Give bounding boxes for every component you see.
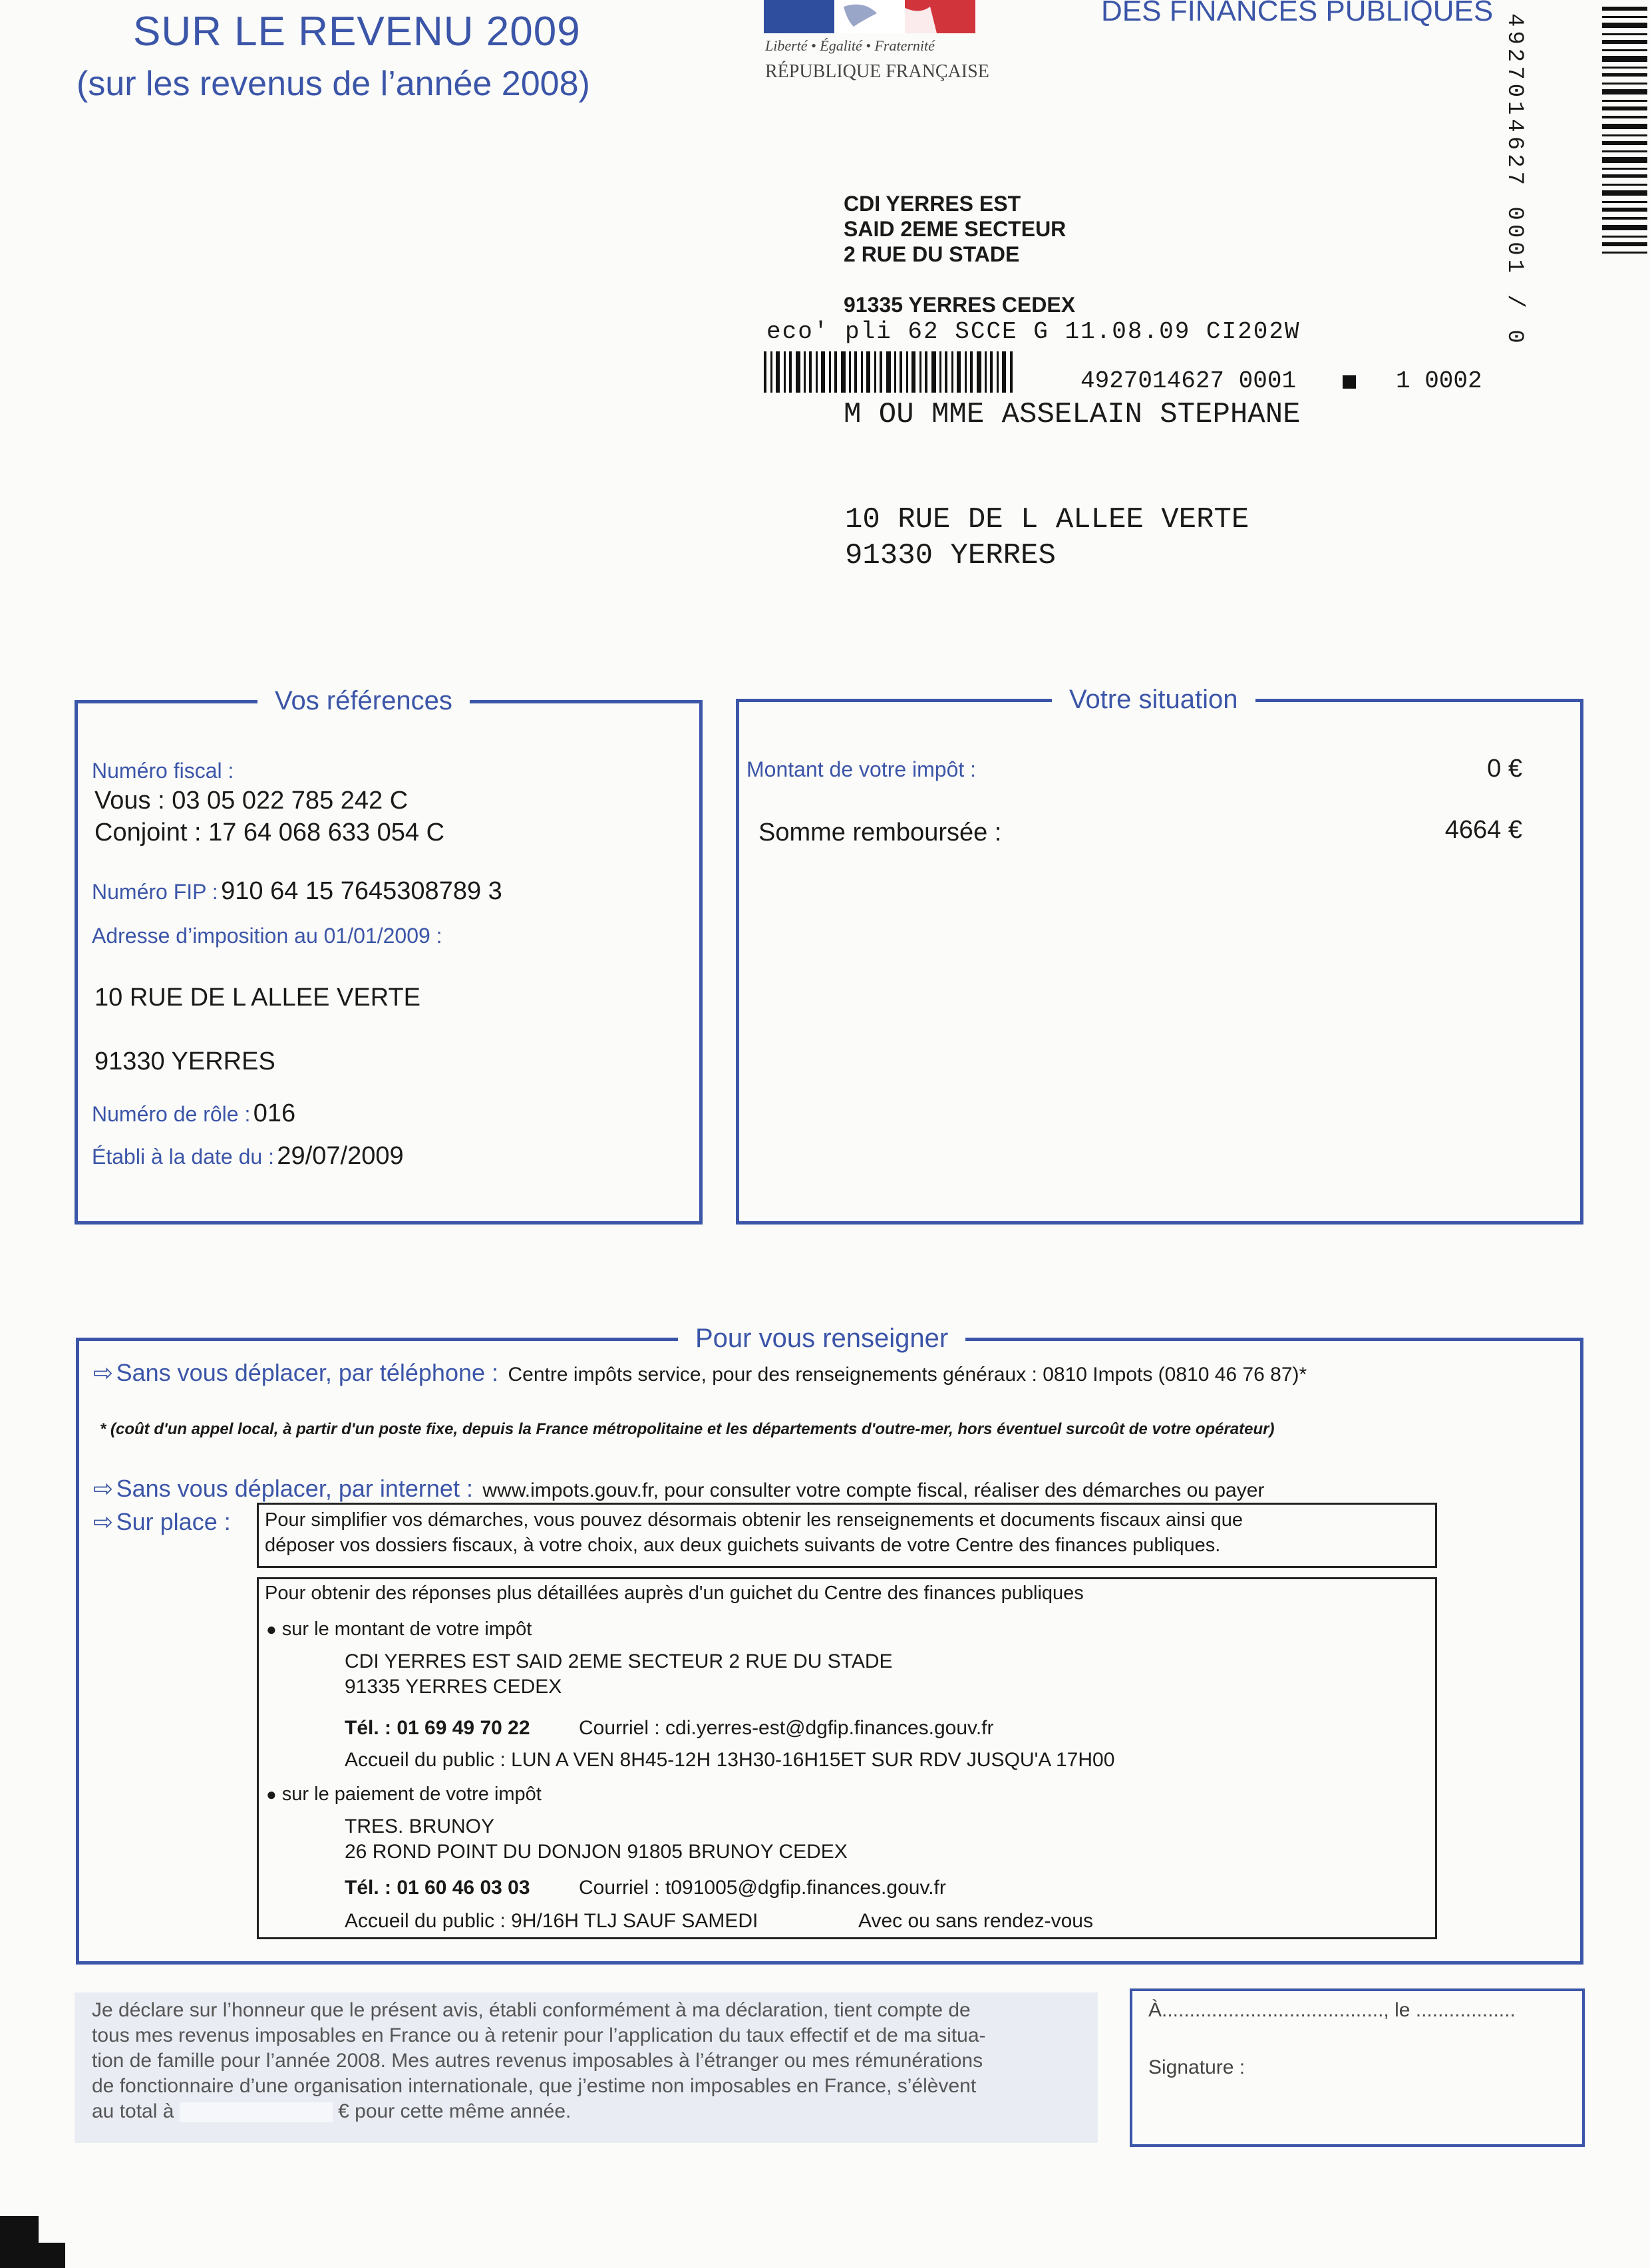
tax-address-line-1: 10 RUE DE L ALLEE VERTE xyxy=(94,984,421,1012)
barcode-icon xyxy=(1602,7,1647,260)
situation-title: Votre situation xyxy=(1052,683,1255,715)
square-mark xyxy=(1343,375,1356,389)
declaration-line-4: de fonctionnaire d’une organisation internationale, que j’estime non imposables en France, s’élèvent xyxy=(92,2075,977,2097)
sender-line-1: CDI YERRES EST xyxy=(844,192,1021,216)
internet-label: Sans vous déplacer, par internet : xyxy=(116,1475,473,1502)
refund-value: 4664 € xyxy=(1444,816,1522,844)
place-row xyxy=(93,1508,231,1536)
bullet-icon: ● xyxy=(266,1784,277,1804)
payment-email: Courriel : t091005@dgfip.finances.gouv.fr xyxy=(579,1877,946,1899)
fiscal-number-vous: Vous : 03 05 022 785 242 C xyxy=(94,787,409,815)
recipient-street: 10 RUE DE L ALLEE VERTE xyxy=(845,503,1249,536)
tax-address-label: Adresse d’imposition au 01/01/2009 : xyxy=(92,924,442,948)
corner-mark-notch xyxy=(39,2243,65,2268)
corner-mark xyxy=(0,2216,39,2268)
sequence-number: 1 0002 xyxy=(1396,367,1482,395)
vertical-reference-code: 4927014627 0001 / 0 xyxy=(1502,13,1527,347)
payment-phone: Tél. : 01 60 46 03 03 xyxy=(345,1877,530,1899)
recipient-name: M OU MME ASSELAIN STEPHANE xyxy=(844,398,1301,431)
detail-intro: Pour obtenir des réponses plus détaillées auprès d'un guichet du Centre des finances publiques xyxy=(265,1583,1084,1604)
declaration-line-3: tion de famille pour l’année 2008. Mes autres revenus imposables à l’étranger ou mes rémunérations xyxy=(92,2050,983,2072)
declaration-total-suffix: € pour cette même année. xyxy=(338,2100,572,2122)
amount-heading xyxy=(266,1618,532,1640)
amount-address-1: CDI YERRES EST SAID 2EME SECTEUR 2 RUE DU STADE xyxy=(345,1650,893,1672)
republic-motto: Liberté • Égalité • Fraternité xyxy=(765,37,935,54)
declaration-line-1: Je déclare sur l’honneur que le présent avis, établi conformément à ma déclaration, tient compte de xyxy=(92,1999,971,2021)
fiscal-number-conjoint: Conjoint : 17 64 068 633 054 C xyxy=(94,819,445,847)
place-intro-line-2: déposer vos dossiers fiscaux, à votre choix, aux deux guichets suivants de votre Centre des finances publiques. xyxy=(265,1535,1221,1556)
arrow-right-icon: ⇨ xyxy=(93,1475,114,1502)
role-number xyxy=(92,1099,295,1128)
sender-line-2: SAID 2EME SECTEUR xyxy=(844,217,1067,241)
internet-row xyxy=(93,1475,1264,1503)
sender-line-3: 2 RUE DU STADE xyxy=(844,242,1020,266)
signature-label: Signature : xyxy=(1148,2056,1245,2078)
document-subtitle: (sur les revenus de l’année 2008) xyxy=(77,65,590,103)
phone-label: Sans vous déplacer, par téléphone : xyxy=(116,1359,499,1386)
payment-appointment: Avec ou sans rendez-vous xyxy=(858,1910,1093,1932)
role-value: 016 xyxy=(253,1099,296,1127)
references-title: Vos références xyxy=(257,685,470,717)
fip-value: 910 64 15 7645308789 3 xyxy=(221,877,502,905)
issue-date xyxy=(92,1142,404,1171)
amount-phone: Tél. : 01 69 49 70 22 xyxy=(345,1717,530,1739)
barcode-number: 4927014627 0001 xyxy=(1080,367,1297,395)
routing-code: eco' pli 62 SCCE G 11.08.09 CI202W xyxy=(766,318,1301,345)
flag-icon xyxy=(764,0,975,33)
sender-line-4: 91335 YERRES CEDEX xyxy=(844,293,1076,317)
marianne-logo xyxy=(764,0,975,33)
phone-footnote: * (coût d'un appel local, à partir d'un poste fixe, depuis la France métropolitaine et les départements d'outre-mer, hors éventuel surcoût de votre opérateur) xyxy=(100,1420,1275,1438)
arrow-right-icon: ⇨ xyxy=(93,1359,114,1386)
refund-label: Somme remboursée : xyxy=(758,819,1002,847)
amount-hours: Accueil du public : LUN A VEN 8H45-12H 13H30-16H15ET SUR RDV JUSQU'A 17H00 xyxy=(345,1749,1115,1771)
issue-date-label: Établi à la date du : xyxy=(92,1145,274,1169)
fip-number xyxy=(92,877,502,906)
place-intro-line-1: Pour simplifier vos démarches, vous pouvez désormais obtenir les renseignements et documents fiscaux ainsi que xyxy=(265,1509,1243,1531)
fiscal-number-label: Numéro fiscal : xyxy=(92,759,234,783)
amount-email: Courriel : cdi.yerres-est@dgfip.finances.gouv.fr xyxy=(579,1717,994,1739)
place-label: Sur place : xyxy=(116,1508,231,1535)
fip-label: Numéro FIP : xyxy=(92,880,218,904)
declaration-total-prefix: au total à xyxy=(92,2100,174,2122)
arrow-right-icon: ⇨ xyxy=(93,1508,114,1535)
payment-heading xyxy=(266,1784,542,1805)
payment-hours: Accueil du public : 9H/16H TLJ SAUF SAMEDI xyxy=(345,1910,758,1932)
barcode-icon xyxy=(764,351,1017,393)
payment-address-2: 26 ROND POINT DU DONJON 91805 BRUNOY CEDEX xyxy=(345,1841,848,1863)
republic-name: RÉPUBLIQUE FRANÇAISE xyxy=(765,61,989,82)
declaration-total-field[interactable] xyxy=(180,2102,333,2122)
role-label: Numéro de rôle : xyxy=(92,1102,251,1126)
phone-row xyxy=(93,1359,1307,1387)
info-title: Pour vous renseigner xyxy=(678,1322,965,1354)
declaration-line-2: tous mes revenus imposables en France ou à retenir pour l’application du taux effectif et de ma situa- xyxy=(92,2024,986,2046)
amount-heading-text: sur le montant de votre impôt xyxy=(281,1618,532,1640)
place-date-field[interactable]: À........................................, le .................. xyxy=(1148,1999,1516,2021)
address-barcode xyxy=(764,351,1017,393)
amount-address-2: 91335 YERRES CEDEX xyxy=(345,1676,562,1698)
tax-amount-label: Montant de votre impôt : xyxy=(746,757,977,781)
vertical-barcode xyxy=(1602,7,1647,260)
internet-text: www.impots.gouv.fr, pour consulter votre compte fiscal, réaliser des démarches ou payer xyxy=(482,1479,1265,1501)
agency-name: DES FINANCES PUBLIQUES xyxy=(1101,0,1494,27)
tax-amount-value: 0 € xyxy=(1487,755,1522,783)
issue-date-value: 29/07/2009 xyxy=(277,1142,404,1170)
bullet-icon: ● xyxy=(266,1619,277,1639)
recipient-city: 91330 YERRES xyxy=(845,539,1056,572)
phone-text: Centre impôts service, pour des renseignements généraux : 0810 Impots (0810 46 76 87)* xyxy=(508,1364,1307,1386)
tax-address-line-2: 91330 YERRES xyxy=(94,1047,275,1075)
document-title: SUR LE REVENU 2009 xyxy=(133,9,581,55)
declaration-line-5 xyxy=(92,2100,571,2123)
payment-heading-text: sur le paiement de votre impôt xyxy=(281,1784,542,1805)
payment-address-1: TRES. BRUNOY xyxy=(345,1815,495,1837)
